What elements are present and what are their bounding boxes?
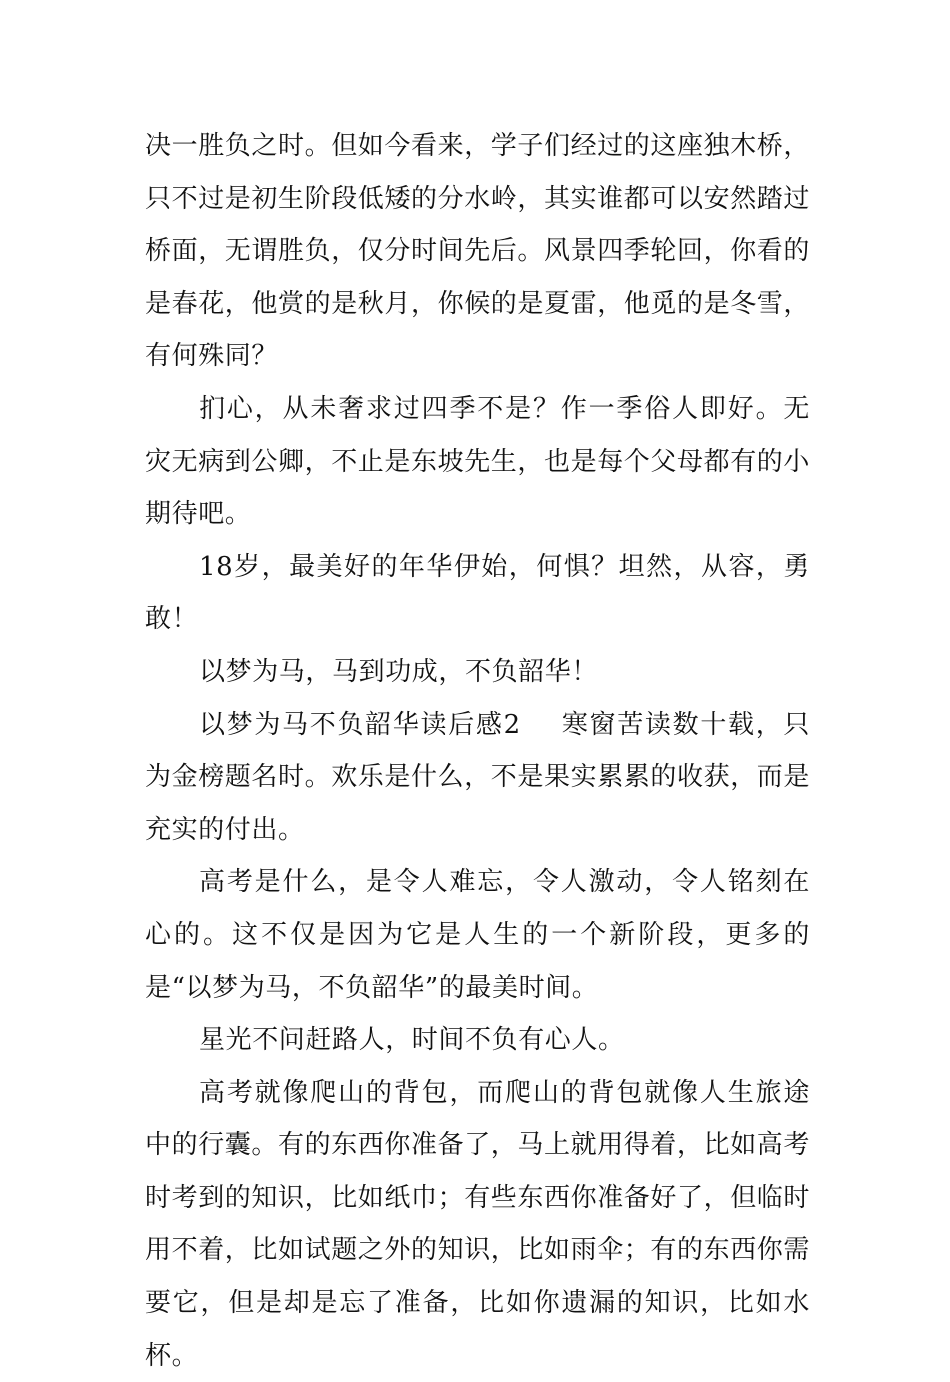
paragraph-5-text: 寒窗苦读数十载，只为金榜题名时。欢乐是什么，不是果实累累的收获，而是充实的付出。 <box>145 709 811 845</box>
paragraph-6: 高考是什么，是令人难忘，令人激动，令人铭刻在心的。这不仅是因为它是人生的一个新阶段，更多的是“以梦为马，不负韶华”的最美时间。 <box>145 867 810 1003</box>
paragraph-1: 决一胜负之时。但如今看来，学子们经过的这座独木桥，只不过是初生阶段低矮的分水岭，其实谁都可以安然踏过桥面，无谓胜负，仅分时间先后。风景四季轮回，你看的是春花，他赏的是秋月，你候的是夏雷，他觅的是冬雪，有何殊同？ <box>145 131 811 372</box>
paragraph-3: 18岁，最美好的年华伊始，何惧？坦然，从容，勇敢！ <box>145 551 810 635</box>
document-body <box>145 120 810 1382</box>
section-title: 以梦为马不负韶华读后感2 <box>199 709 521 740</box>
paragraph-5 <box>145 699 810 857</box>
paragraph-8: 高考就像爬山的背包，而爬山的背包就像人生旅途中的行囊。有的东西你准备了，马上就用得着，比如高考时考到的知识，比如纸巾；有些东西你准备好了，但临时用不着，比如试题之外的知识，比如雨伞；有的东西你需要它，但是却是忘了准备，比如你遗漏的知识，比如水杯。 <box>145 1077 811 1371</box>
paragraph-7: 星光不问赶路人，时间不负有心人。 <box>199 1025 625 1056</box>
paragraph-4: 以梦为马，马到功成，不负韶华！ <box>199 656 599 687</box>
paragraph-2: 扪心，从未奢求过四季不是？作一季俗人即好。无灾无病到公卿，不止是东坡先生，也是每个父母都有的小期待吧。 <box>145 393 811 530</box>
